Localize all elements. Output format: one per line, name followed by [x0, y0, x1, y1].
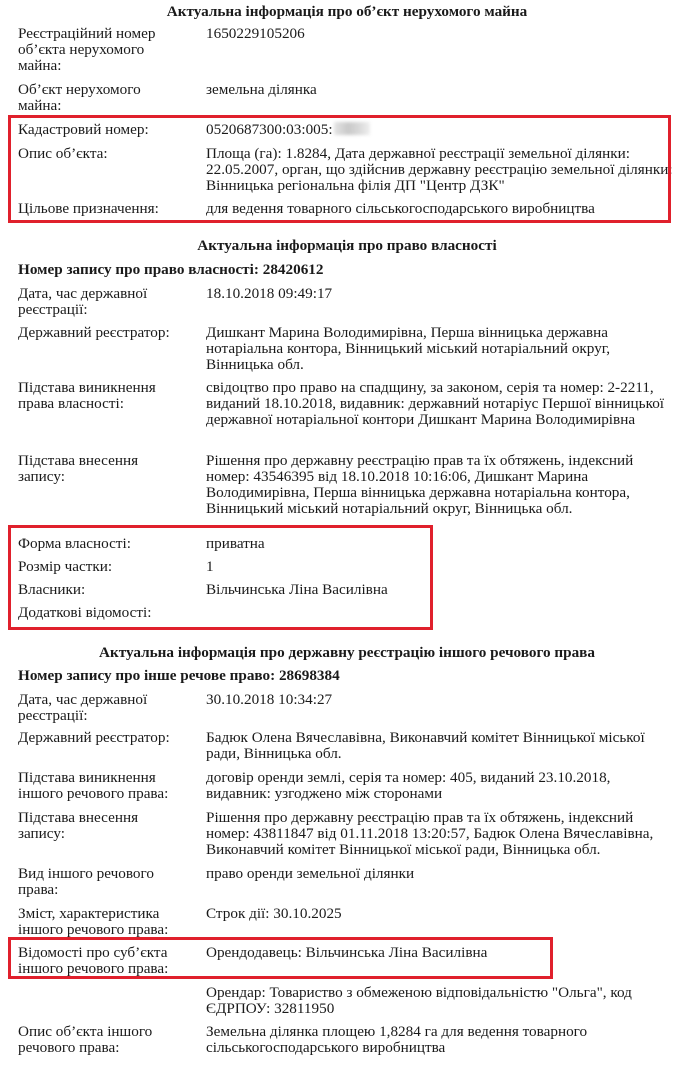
label-registrar: Державний реєстратор:	[18, 324, 170, 341]
section-title-ownership: Актуальна інформація про право власності	[197, 237, 497, 254]
label-other-right-type: Вид іншого речового права:	[18, 865, 154, 898]
value-ownership-form: приватна	[206, 535, 265, 552]
value-other-right-basis: договір оренди землі, серія та номер: 405, виданий 23.10.2018, видавник: узгоджено між сторонами	[206, 769, 611, 802]
highlight-box-lessor	[8, 937, 553, 979]
label-additional-info: Додаткові відомості:	[18, 604, 152, 621]
label-registration-date: Дата, час державної реєстрації:	[18, 285, 148, 318]
value-other-entry-basis: Рішення про державну реєстрацію прав та їх обтяжень, індексний номер: 43811847 від 01.11.2018 13:20:57, Бадюк Олена Вячеславівна, Виконавчий комітет Вінницької міської ради, Вінницька обл.	[206, 809, 654, 858]
value-lessor: Орендодавець: Вільчинська Ліна Василівна	[206, 944, 488, 961]
label-object-type: Об’єкт нерухомого майна:	[18, 81, 141, 114]
label-cadastral-number: Кадастровий номер:	[18, 121, 149, 138]
label-other-registrar: Державний реєстратор:	[18, 729, 170, 746]
label-other-right-object: Опис об’єкта іншого речового права:	[18, 1023, 153, 1056]
label-purpose: Цільове призначення:	[18, 200, 159, 217]
section-title-property: Актуальна інформація про об’єкт нерухомого майна	[166, 3, 528, 20]
value-other-registration-date: 30.10.2018 10:34:27	[206, 691, 333, 708]
label-object-description: Опис об’єкта:	[18, 145, 108, 162]
label-registration-number: Реєстраційний номер об’єкта нерухомого майна:	[18, 25, 156, 74]
value-registrar: Дишкант Марина Володимирівна, Перша вінницька державна нотаріальна контора, Вінницький міський нотаріальний округ, Вінницька обл.	[206, 324, 611, 373]
label-other-right-basis: Підстава виникнення іншого речового права:	[18, 769, 169, 802]
other-right-record-number: Номер запису про інше речове право: 28698384	[18, 667, 340, 684]
label-share-size: Розмір частки:	[18, 558, 113, 575]
value-entry-basis: Рішення про державну реєстрацію прав та їх обтяжень, індексний номер: 43546395 від 18.10.2018 10:16:06, Дишкант Марина Володимирівна, Перша вінницька державна нотаріальна контора, Вінницький міський нотаріальний округ, Вінницька обл.	[206, 452, 634, 517]
value-other-registrar: Бадюк Олена Вячеславівна, Виконавчий комітет Вінницької міської ради, Вінницька обл.	[206, 729, 645, 762]
value-registration-date: 18.10.2018 09:49:17	[206, 285, 333, 302]
value-registration-number: 1650229105206	[206, 25, 305, 42]
value-lessee: Орендар: Товариство з обмеженою відповідальністю "Ольга", код ЄДРПОУ: 32811950	[206, 984, 632, 1017]
value-cadastral-number: 0520687300:03:005:	[206, 122, 676, 138]
highlight-box-ownership	[8, 525, 433, 630]
label-other-right-subject: Відомості про суб’єкта іншого речового права:	[18, 944, 169, 977]
label-other-entry-basis: Підстава внесення запису:	[18, 809, 139, 842]
value-ownership-basis: свідоцтво про право на спадщину, за законом, серія та номер: 2-2211, виданий 18.10.2018, видавник: державний нотаріус Першої вінницької державної нотаріальної контори Дишкант Марина Володимирівна	[206, 379, 665, 428]
value-object-description: Площа (га): 1.8284, Дата державної реєстрації земельної ділянки: 22.05.2007, орган, що здійснив державну реєстрацію земельної ділянки: Вінницька регіональна філія ДП "Центр ДЗК"	[206, 145, 673, 194]
section-title-other-right: Актуальна інформація про державну реєстрацію іншого речового права	[99, 644, 595, 661]
label-owners: Власники:	[18, 581, 86, 598]
value-other-right-content: Строк дії: 30.10.2025	[206, 905, 342, 922]
value-object-type: земельна ділянка	[206, 81, 317, 98]
value-other-right-type: право оренди земельної ділянки	[206, 865, 415, 882]
label-ownership-basis: Підстава виникнення права власності:	[18, 379, 156, 412]
highlight-box-cadastral	[8, 115, 671, 223]
label-entry-basis: Підстава внесення запису:	[18, 452, 139, 485]
ownership-record-number: Номер запису про право власності: 28420612	[18, 261, 324, 278]
value-share-size: 1	[206, 558, 214, 575]
label-ownership-form: Форма власності:	[18, 535, 131, 552]
value-other-right-object: Земельна ділянка площею 1,8284 га для ведення товарного сільськогосподарського виробництва	[206, 1023, 588, 1056]
value-owners: Вільчинська Ліна Василівна	[206, 581, 388, 598]
value-purpose: для ведення товарного сільськогосподарського виробництва	[206, 200, 595, 217]
label-other-right-content: Зміст, характеристика іншого речового права:	[18, 905, 169, 938]
label-other-registration-date: Дата, час державної реєстрації:	[18, 691, 148, 724]
